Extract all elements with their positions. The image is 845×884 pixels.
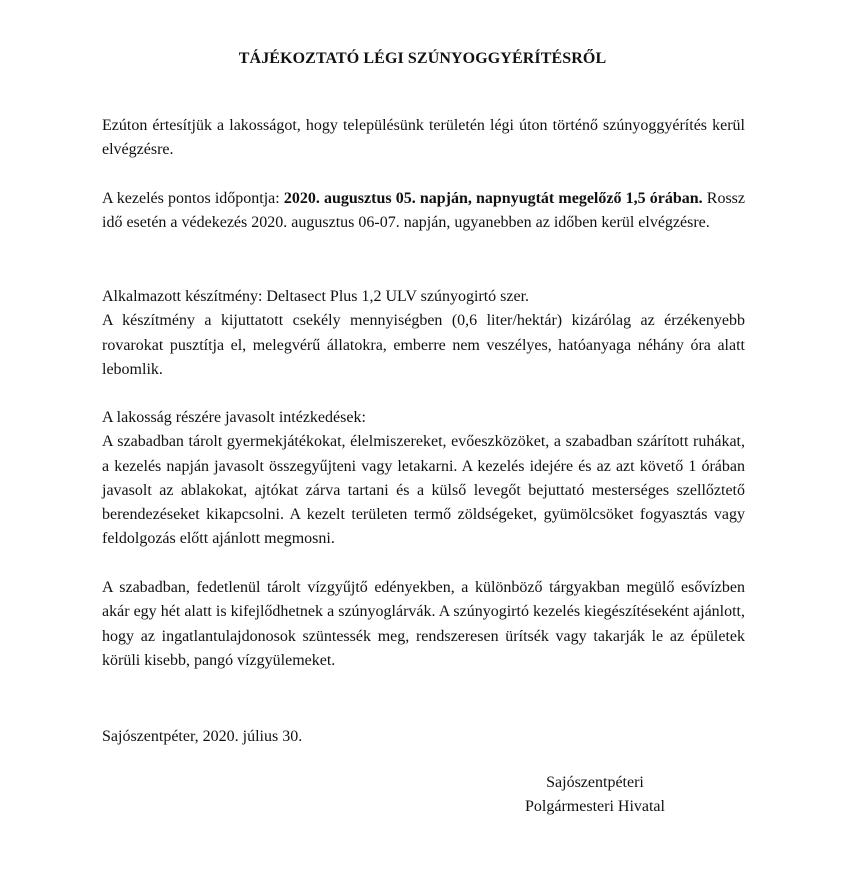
paragraph-announcement-text: Ezúton értesítjük a lakosságot, hogy településünk területén légi úton történő szúnyoggyérítés kerül elvégzésre.	[102, 117, 745, 159]
signature-line-1: Sajószentpéteri	[546, 774, 644, 791]
recommendations-heading: A lakosság részére javasolt intézkedések:	[102, 409, 366, 426]
paragraph-recommendations	[102, 406, 745, 552]
paragraph-schedule-text	[102, 187, 745, 236]
paragraph-schedule	[102, 187, 745, 236]
water-containers-text: A szabadban, fedetlenül tárolt vízgyűjtő edényekben, a különböző tárgyakban megülő esővízben akár egy hét alatt is kifejlődhetnek a szúnyoglárvák. A szúnyogirtó kezelés kiegészítéseként ajánlott, hogy az ingatlantulajdonosok szüntessék meg, rendszeresen ürítsék vagy takarják le az épületek körüli kisebb, pangó vízgyülemeket.	[102, 579, 745, 669]
schedule-prefix: A kezelés pontos időpontja:	[102, 190, 284, 207]
recommendations-text: A szabadban tárolt gyermekjátékokat, élelmiszereket, evőeszközöket, a szabadban szárított ruhákat, a kezelés napján javasolt összegyűjteni vagy letakarni. A kezelés idejére és az azt követő 1 órában javasolt az ablakokat, ajtókat zárva tartani és a külső levegőt bejuttató mesterséges szellőztető berendezéseket kikapcsolni. A kezelt területen termő zöldségeket, gyümölcsöket fogyasztás vagy feldolgozás előtt ajánlott megmosni.	[102, 433, 745, 548]
signature-block	[480, 771, 710, 819]
schedule-date-bold: 2020. augusztus 05. napján, napnyugtát megelőző 1,5 órában.	[283, 190, 703, 207]
paragraph-water-containers	[102, 576, 745, 673]
paragraph-product	[102, 285, 745, 382]
place-and-date: Sajószentpéter, 2020. július 30.	[102, 728, 303, 745]
document-title: TÁJÉKOZTATÓ LÉGI SZÚNYOGGYÉRÍTÉSRŐL	[238, 50, 607, 67]
signature-line-2: Polgármesteri Hivatal	[525, 798, 665, 815]
product-name-line: Alkalmazott készítmény: Deltasect Plus 1,2 ULV szúnyogirtó szer.	[102, 288, 530, 305]
product-description: A készítmény a kijuttatott csekély mennyiségben (0,6 liter/hektár) kizárólag az érzékenyebb rovarokat pusztítja el, melegvérű állatokra, emberre nem veszélyes, hatóanyaga néhány óra alatt lebomlik.	[102, 312, 745, 378]
schedule-suffix: Rossz idő esetén a védekezés 2020. augusztus 06-07. napján, ugyanebben az időben kerül elvégzésre.	[102, 190, 746, 232]
paragraph-announcement	[102, 114, 745, 163]
